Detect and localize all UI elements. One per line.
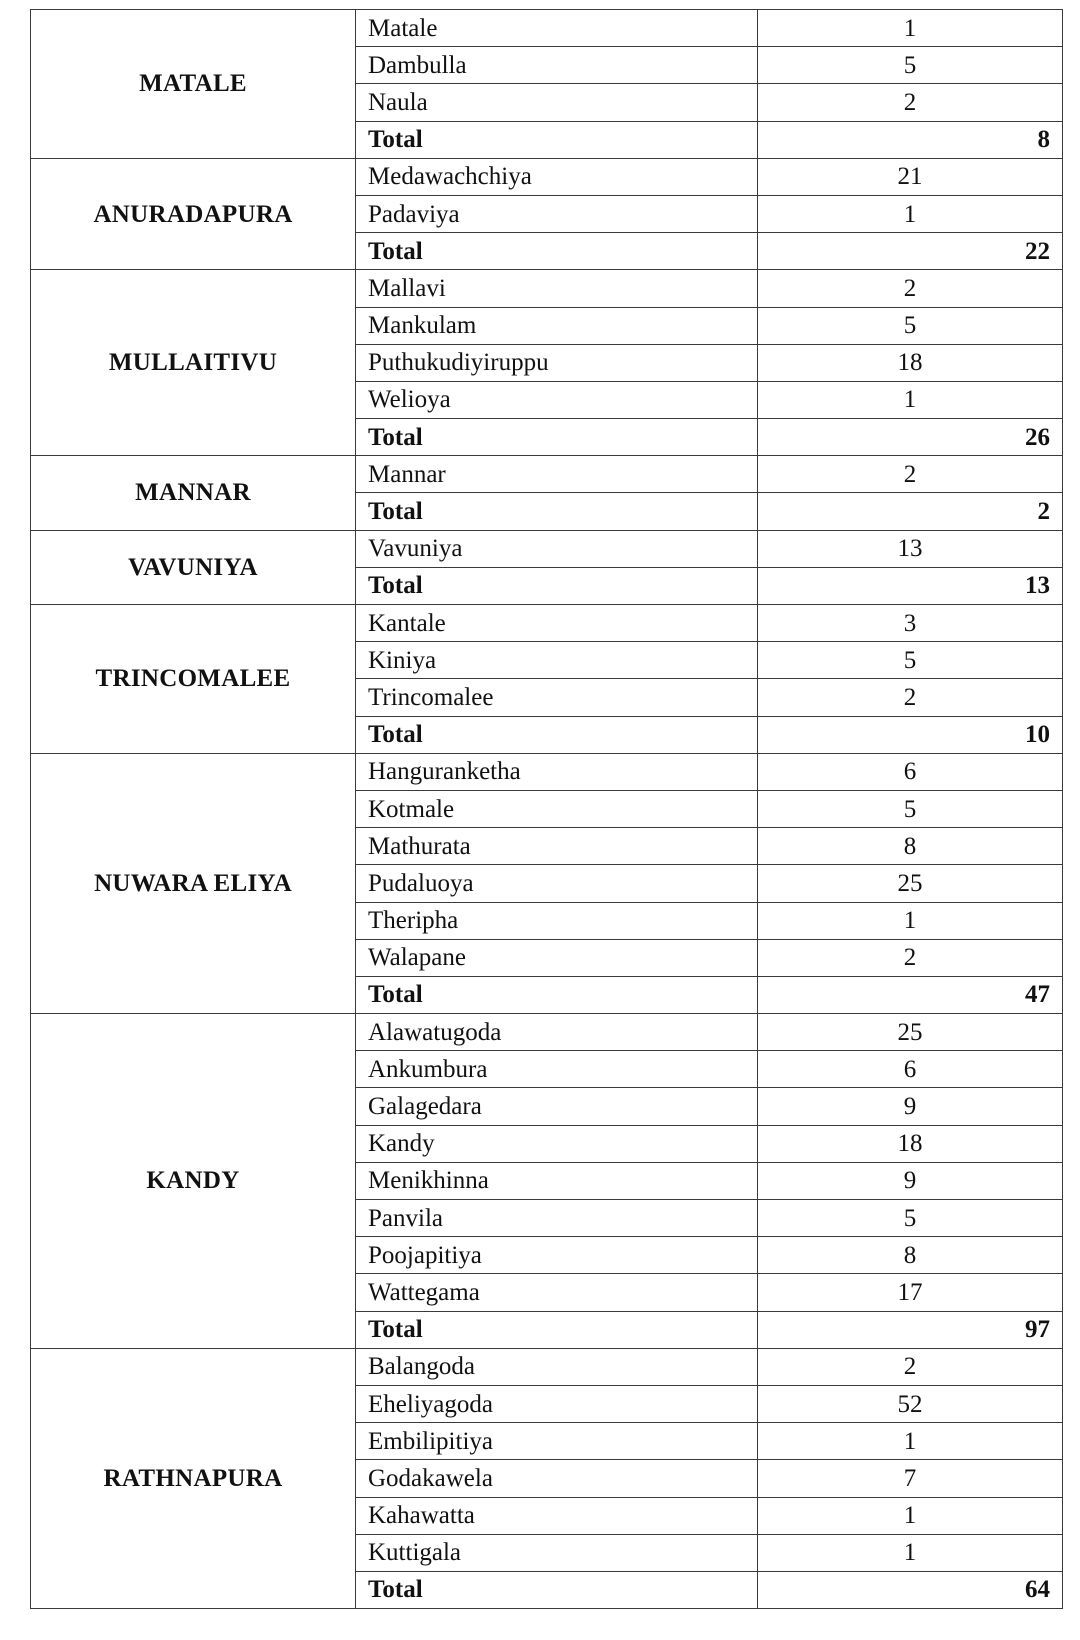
division-count: 5 [758,1200,1063,1237]
division-name: Kuttigala [356,1534,758,1571]
division-name: Dambulla [356,47,758,84]
division-count: 1 [758,195,1063,232]
total-label: Total [356,716,758,753]
division-name: Balangoda [356,1348,758,1385]
division-name: Welioya [356,381,758,418]
division-name: Puthukudiyiruppu [356,344,758,381]
division-count: 2 [758,84,1063,121]
division-name: Eheliyagoda [356,1385,758,1422]
table-row [31,605,1063,642]
total-label: Total [356,233,758,270]
district-name: RATHNAPURA [31,1348,356,1608]
division-count: 18 [758,1125,1063,1162]
district-name: MATALE [31,10,356,159]
division-name: Embilipitiya [356,1423,758,1460]
district-division-table [30,9,1063,1609]
district-total: 10 [758,716,1063,753]
division-name: Mankulam [356,307,758,344]
district-name: NUWARA ELIYA [31,753,356,1013]
division-name: Padaviya [356,195,758,232]
division-count: 1 [758,381,1063,418]
division-count: 6 [758,1051,1063,1088]
division-name: Panvila [356,1200,758,1237]
total-label: Total [356,1571,758,1608]
division-name: Matale [356,10,758,47]
district-total: 13 [758,567,1063,604]
table-row [31,1348,1063,1385]
division-count: 2 [758,1348,1063,1385]
division-count: 2 [758,456,1063,493]
table-body [31,10,1063,1609]
table-row [31,456,1063,493]
table-row [31,270,1063,307]
division-count: 18 [758,344,1063,381]
division-count: 8 [758,828,1063,865]
district-total: 64 [758,1571,1063,1608]
division-name: Naula [356,84,758,121]
total-label: Total [356,419,758,456]
division-name: Vavuniya [356,530,758,567]
division-name: Pudaluoya [356,865,758,902]
division-count: 5 [758,307,1063,344]
division-name: Kantale [356,605,758,642]
division-count: 1 [758,902,1063,939]
division-count: 5 [758,642,1063,679]
district-total: 2 [758,493,1063,530]
district-name: VAVUNIYA [31,530,356,604]
district-name: MULLAITIVU [31,270,356,456]
division-count: 52 [758,1385,1063,1422]
district-total: 47 [758,976,1063,1013]
table-row [31,753,1063,790]
division-count: 17 [758,1274,1063,1311]
total-label: Total [356,976,758,1013]
division-count: 9 [758,1088,1063,1125]
division-name: Wattegama [356,1274,758,1311]
division-count: 13 [758,530,1063,567]
district-name: ANURADAPURA [31,158,356,270]
division-name: Mannar [356,456,758,493]
district-total: 97 [758,1311,1063,1348]
division-name: Ankumbura [356,1051,758,1088]
division-count: 1 [758,1423,1063,1460]
total-label: Total [356,121,758,158]
total-label: Total [356,1311,758,1348]
division-count: 8 [758,1237,1063,1274]
division-name: Walapane [356,939,758,976]
division-name: Galagedara [356,1088,758,1125]
district-total: 22 [758,233,1063,270]
division-count: 6 [758,753,1063,790]
division-count: 3 [758,605,1063,642]
division-name: Trincomalee [356,679,758,716]
division-count: 1 [758,1534,1063,1571]
division-count: 25 [758,865,1063,902]
division-count: 2 [758,939,1063,976]
district-name: MANNAR [31,456,356,530]
district-name: TRINCOMALEE [31,605,356,754]
division-name: Mallavi [356,270,758,307]
division-count: 9 [758,1162,1063,1199]
table-row [31,1014,1063,1051]
table-row [31,10,1063,47]
division-count: 1 [758,10,1063,47]
division-name: Kahawatta [356,1497,758,1534]
district-total: 26 [758,419,1063,456]
division-name: Poojapitiya [356,1237,758,1274]
division-name: Alawatugoda [356,1014,758,1051]
division-name: Medawachchiya [356,158,758,195]
division-count: 21 [758,158,1063,195]
division-name: Menikhinna [356,1162,758,1199]
total-label: Total [356,567,758,604]
division-count: 2 [758,679,1063,716]
division-name: Kandy [356,1125,758,1162]
division-count: 1 [758,1497,1063,1534]
table-row [31,158,1063,195]
division-count: 5 [758,47,1063,84]
table-row [31,530,1063,567]
district-total: 8 [758,121,1063,158]
division-name: Theripha [356,902,758,939]
total-label: Total [356,493,758,530]
division-name: Hanguranketha [356,753,758,790]
division-count: 2 [758,270,1063,307]
division-count: 5 [758,790,1063,827]
division-count: 25 [758,1014,1063,1051]
division-name: Kotmale [356,790,758,827]
division-name: Mathurata [356,828,758,865]
division-name: Kiniya [356,642,758,679]
division-count: 7 [758,1460,1063,1497]
division-name: Godakawela [356,1460,758,1497]
district-name: KANDY [31,1014,356,1349]
